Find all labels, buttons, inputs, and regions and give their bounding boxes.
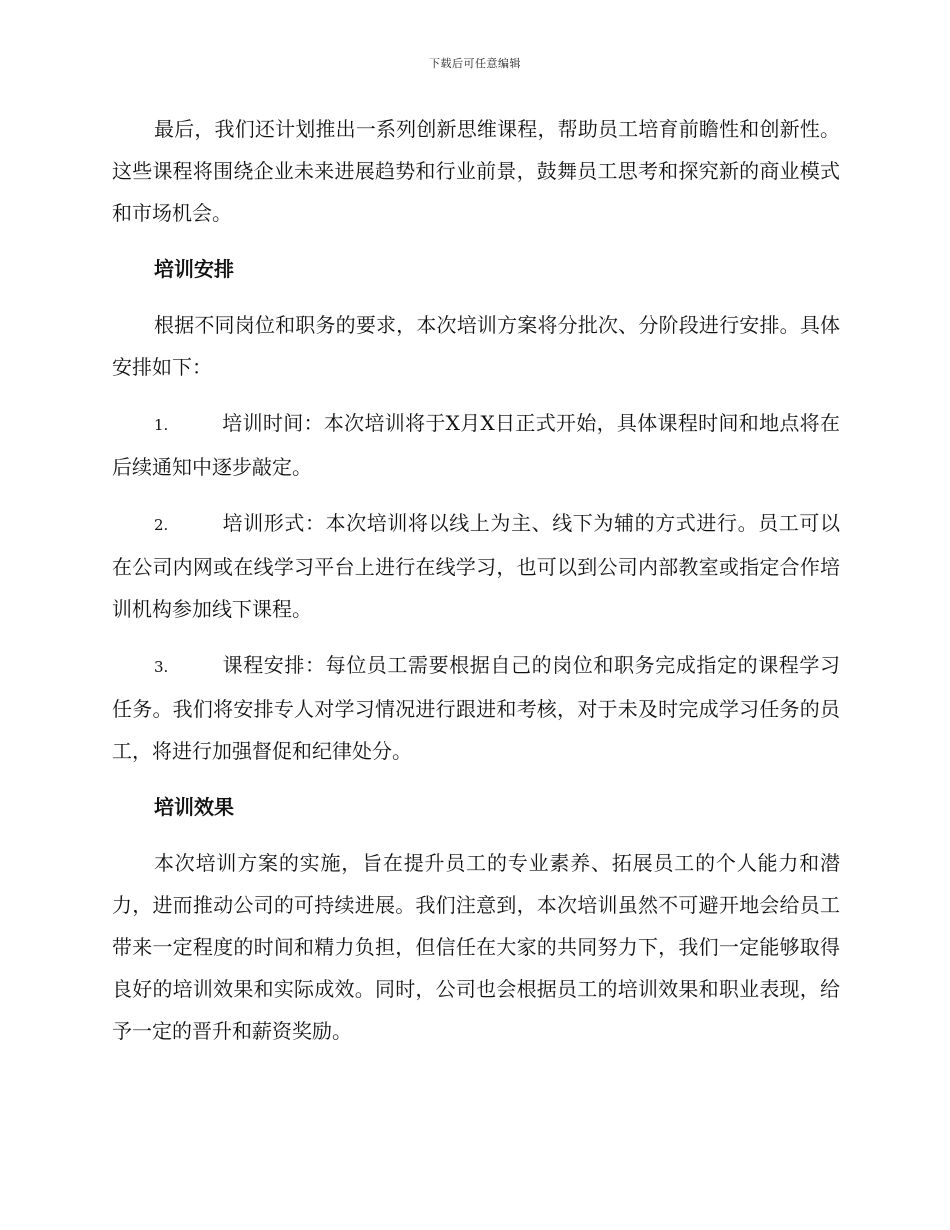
heading-training-arrangement: 培训安排 <box>154 257 234 281</box>
list-item-text: 培训时间：本次培训将于X月X日正式开始，具体课程时间和地点将在后续通知中逐步敲定。 <box>112 411 840 479</box>
list-item-number: 1. <box>154 416 169 434</box>
list-item-training-time <box>112 402 840 488</box>
list-item-number: 2. <box>154 516 169 534</box>
page-header: 下载后可任意编辑 <box>429 57 521 70</box>
list-item-text: 培训形式：本次培训将以线上为主、线下为辅的方式进行。员工可以在公司内网或在线学习平台上进行在线学习，也可以到公司内部教室或指定合作培训机构参加线下课程。 <box>112 511 840 621</box>
list-item-training-format <box>112 502 840 630</box>
document-body <box>112 108 840 1066</box>
list-item-number: 3. <box>154 658 169 676</box>
heading-training-effect: 培训效果 <box>154 795 234 819</box>
paragraph-arrangement-intro: 根据不同岗位和职务的要求，本次培训方案将分批次、分阶段进行安排。具体安排如下： <box>112 313 840 379</box>
list-item-course-arrangement <box>112 644 840 772</box>
paragraph-training-effect: 本次培训方案的实施，旨在提升员工的专业素养、拓展员工的个人能力和潜力，进而推动公司的可持续进展。我们注意到，本次培训虽然不可避开地会给员工带来一定程度的时间和精力负担，但信任在大家的共同努力下，我们一定能够取得良好的培训效果和实际成效。同时，公司也会根据员工的培训效果和职业表现，给予一定的晋升和薪资奖励。 <box>112 851 840 1043</box>
list-item-text: 课程安排：每位员工需要根据自己的岗位和职务完成指定的课程学习任务。我们将安排专人对学习情况进行跟进和考核，对于未及时完成学习任务的员工，将进行加强督促和纪律处分。 <box>112 653 840 763</box>
paragraph-innovation-courses: 最后，我们还计划推出一系列创新思维课程，帮助员工培育前瞻性和创新性。这些课程将围绕企业未来进展趋势和行业前景，鼓舞员工思考和探究新的商业模式和市场机会。 <box>112 117 840 225</box>
